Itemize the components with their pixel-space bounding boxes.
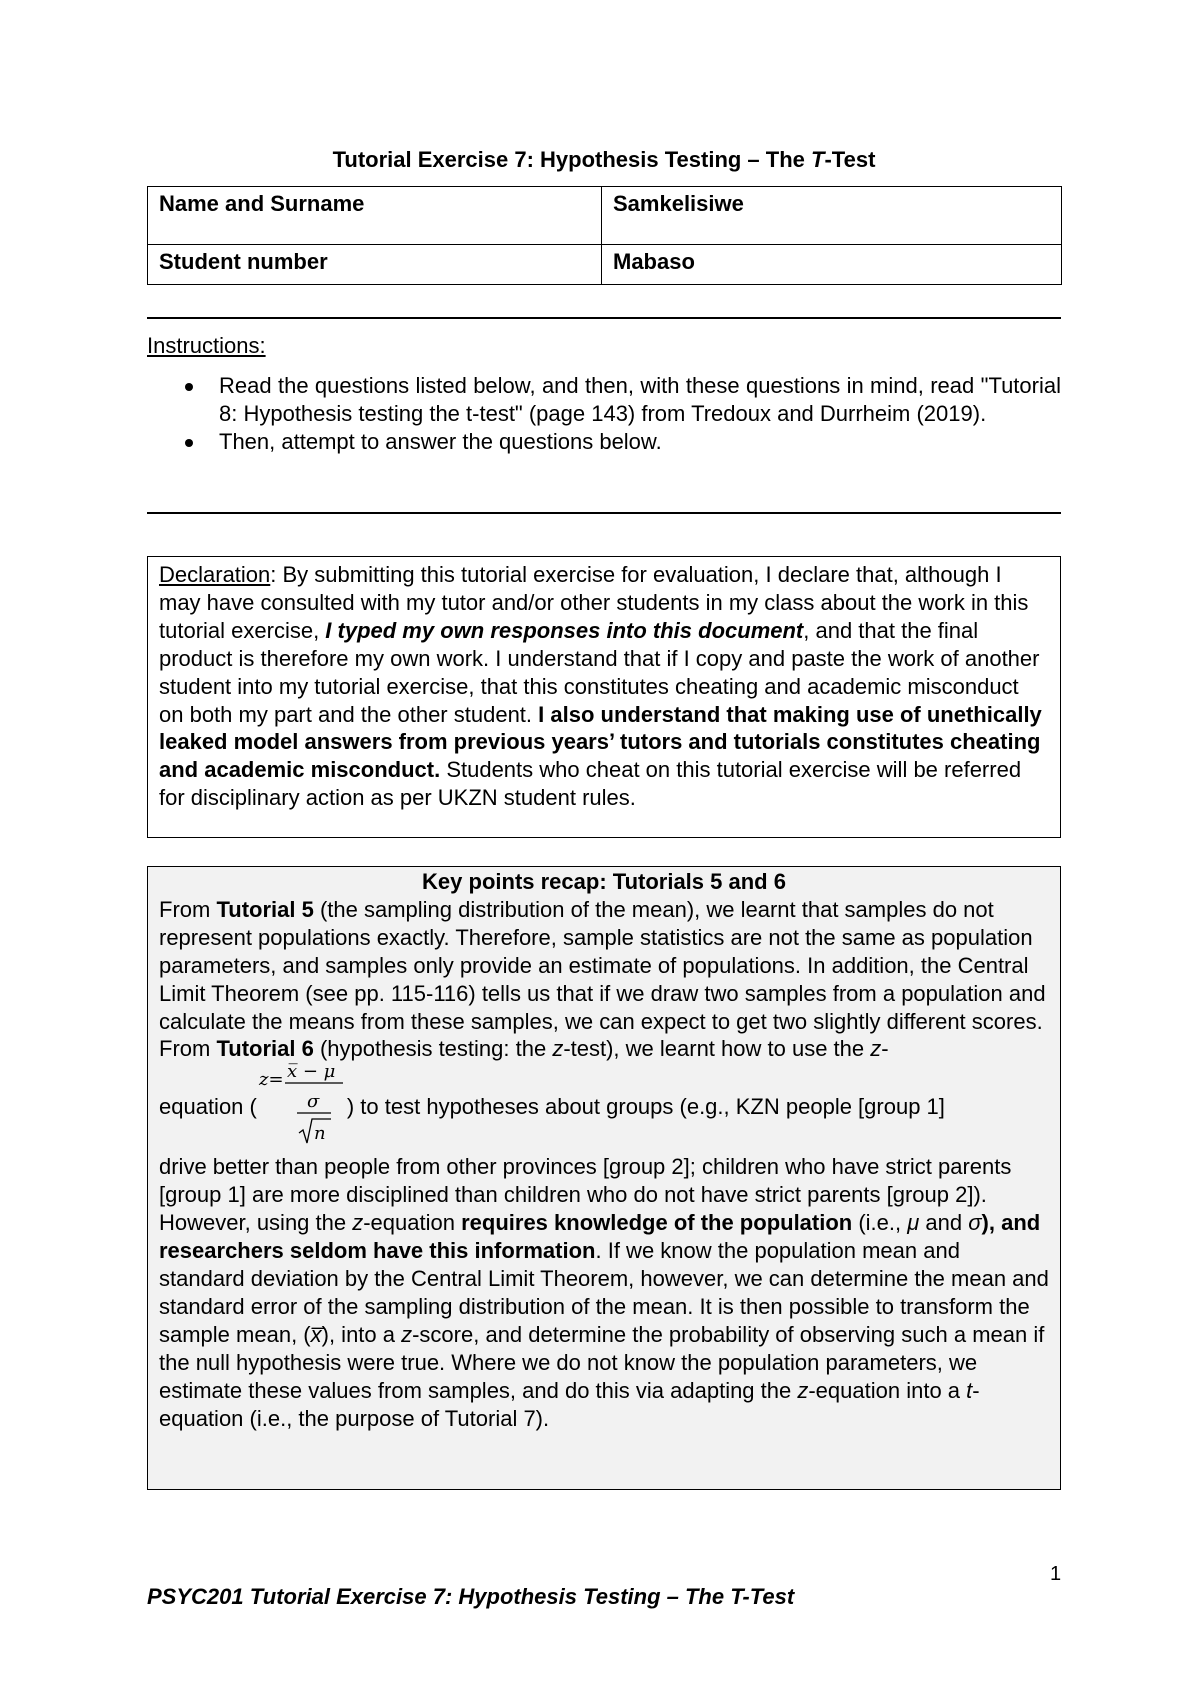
recap-italic: z [401,1321,413,1347]
recap-italic: μ [907,1210,920,1236]
recap-text: (i.e., [852,1210,908,1236]
divider-bottom [147,512,1061,514]
title-italic-t: T [811,147,825,172]
recap-text: drive better than people from other provinces [group 2]; children who have strict parents [group 1] are more disciplined than children who do not have strict parents [group 2]). However, using the [159,1154,1012,1236]
recap-text: From [159,896,217,922]
recap-italic: x̅ [310,1321,322,1347]
formula-sigma: σ [306,1091,320,1113]
recap-title: Key points recap: Tutorials 5 and 6 [422,869,786,894]
recap-paragraph-3 [159,1153,1049,1432]
name-label-cell: Name and Surname [148,187,602,245]
z-formula [257,1063,347,1153]
recap-text: ) to test hypotheses about groups (e.g., KZN people [group 1] [346,1094,945,1120]
footer-text: PSYC201 Tutorial Exercise 7: Hypothesis Testing – The T-Test [147,1584,795,1609]
student-number-label-cell: Student number [148,245,602,285]
z-formula-svg [257,1063,347,1153]
recap-italic: z [552,1036,564,1062]
recap-italic: z [352,1210,364,1236]
recap-text: -equation [363,1210,462,1236]
bullet-icon [185,383,193,391]
bullet-icon [185,439,193,447]
recap-paragraph-2 [159,1035,1049,1063]
recap-text: (the sampling distribution of the mean), we learnt that samples do not represent populations exactly. Therefore, sample statistics are not the same as population parameters, and samples only provide an estimate of populations. In addition, the Central Limit Theorem (see pp. 115-116) tells us that if we draw two samples from a population and calculate the means from these samples, we can expect to get two slightly different scores. [159,896,1046,1034]
recap-box [147,866,1061,1490]
list-item [147,428,1061,456]
declaration-part: Students who cheat on this tutorial exercise will be referred for disciplinary action as per UKZN student rules. [159,757,1022,811]
student-info-table [147,186,1062,285]
recap-italic: z [870,1036,882,1062]
recap-bold: ), and researchers seldom have this information [159,1210,1041,1264]
declaration-label: Declaration [159,562,271,587]
page-title [148,145,1060,175]
recap-text: and [919,1210,969,1236]
equation-line [159,1063,1049,1153]
recap-text: - [881,1036,889,1062]
recap-paragraph-1 [159,896,1049,1036]
declaration-bold: I also understand that making use of unethically leaked model answers from previous years’ tutors and tutorials constitutes cheating and academic misconduct. [159,701,1042,783]
declaration-text [159,561,1049,812]
recap-italic: z [797,1377,809,1403]
recap-bold: Tutorial 6 [216,1036,314,1062]
recap-text: . If we know the population mean and standard deviation by the Central Limit Theorem, however, we can determine the mean and standard error of the sampling distribution of the mean. It is then possible to transform the sample mean, ( [159,1238,1049,1347]
instruction-text: Read the questions listed below, and then, with these questions in mind, read "Tutorial 8: Hypothesis testing the t-test" (page 143) from Tredoux and Durrheim (2019). [219,373,1061,426]
formula-lhs: z= [258,1069,284,1091]
declaration-emphasis: I typed my own responses into this document [325,617,804,643]
table-row [148,245,1062,285]
declaration-part: , and that the final product is therefore my own work. I understand that if I copy and paste the work of another student into my tutorial exercise, that this constitutes cheating and academic misconduct on both my part and the other student. [159,617,1040,727]
recap-bold: Tutorial 5 [216,896,314,922]
equation-sentence [159,1063,945,1183]
name-value-cell[interactable]: Samkelisiwe [602,187,1062,245]
recap-text: equation ( [159,1094,257,1120]
instructions-list [147,372,1061,456]
instruction-text: Then, attempt to answer the questions below. [219,429,662,454]
divider-top [147,317,1061,319]
page-number: 1 [1050,1563,1062,1585]
recap-text: ), into a [321,1321,402,1347]
title-suffix: -Test [824,147,876,172]
declaration-part: : By submitting this tutorial exercise for evaluation, I declare that, although I may have consulted with my tutor and/or other students in my class about the work in this tutorial exercise, [159,562,1029,643]
recap-italic: σ [968,1210,982,1236]
recap-bold: requires knowledge of the population [461,1210,853,1236]
declaration-box [147,556,1061,838]
recap-text: From [159,1036,217,1062]
title-text: Tutorial Exercise 7: Hypothesis Testing – The [332,147,812,172]
instructions-label: Instructions: [147,333,266,358]
student-number-value-cell[interactable]: Mabaso [602,245,1062,285]
recap-text: (hypothesis testing: the [313,1036,553,1062]
formula-n: n [313,1123,326,1145]
recap-text: -test), we learnt how to use the [563,1036,871,1062]
table-row [148,187,1062,245]
recap-italic: t [966,1377,973,1403]
list-item [147,372,1061,428]
recap-text: -equation (i.e., the purpose of Tutorial 7). [159,1377,980,1431]
formula-numerator: x̅ − μ [286,1063,336,1083]
recap-text: -score, and determine the probability of observing such a mean if the null hypothesis were true. Where we do not know the population parameters, we estimate these values from samples, and do this via adapting the [159,1321,1045,1403]
recap-text: -equation into a [808,1377,967,1403]
